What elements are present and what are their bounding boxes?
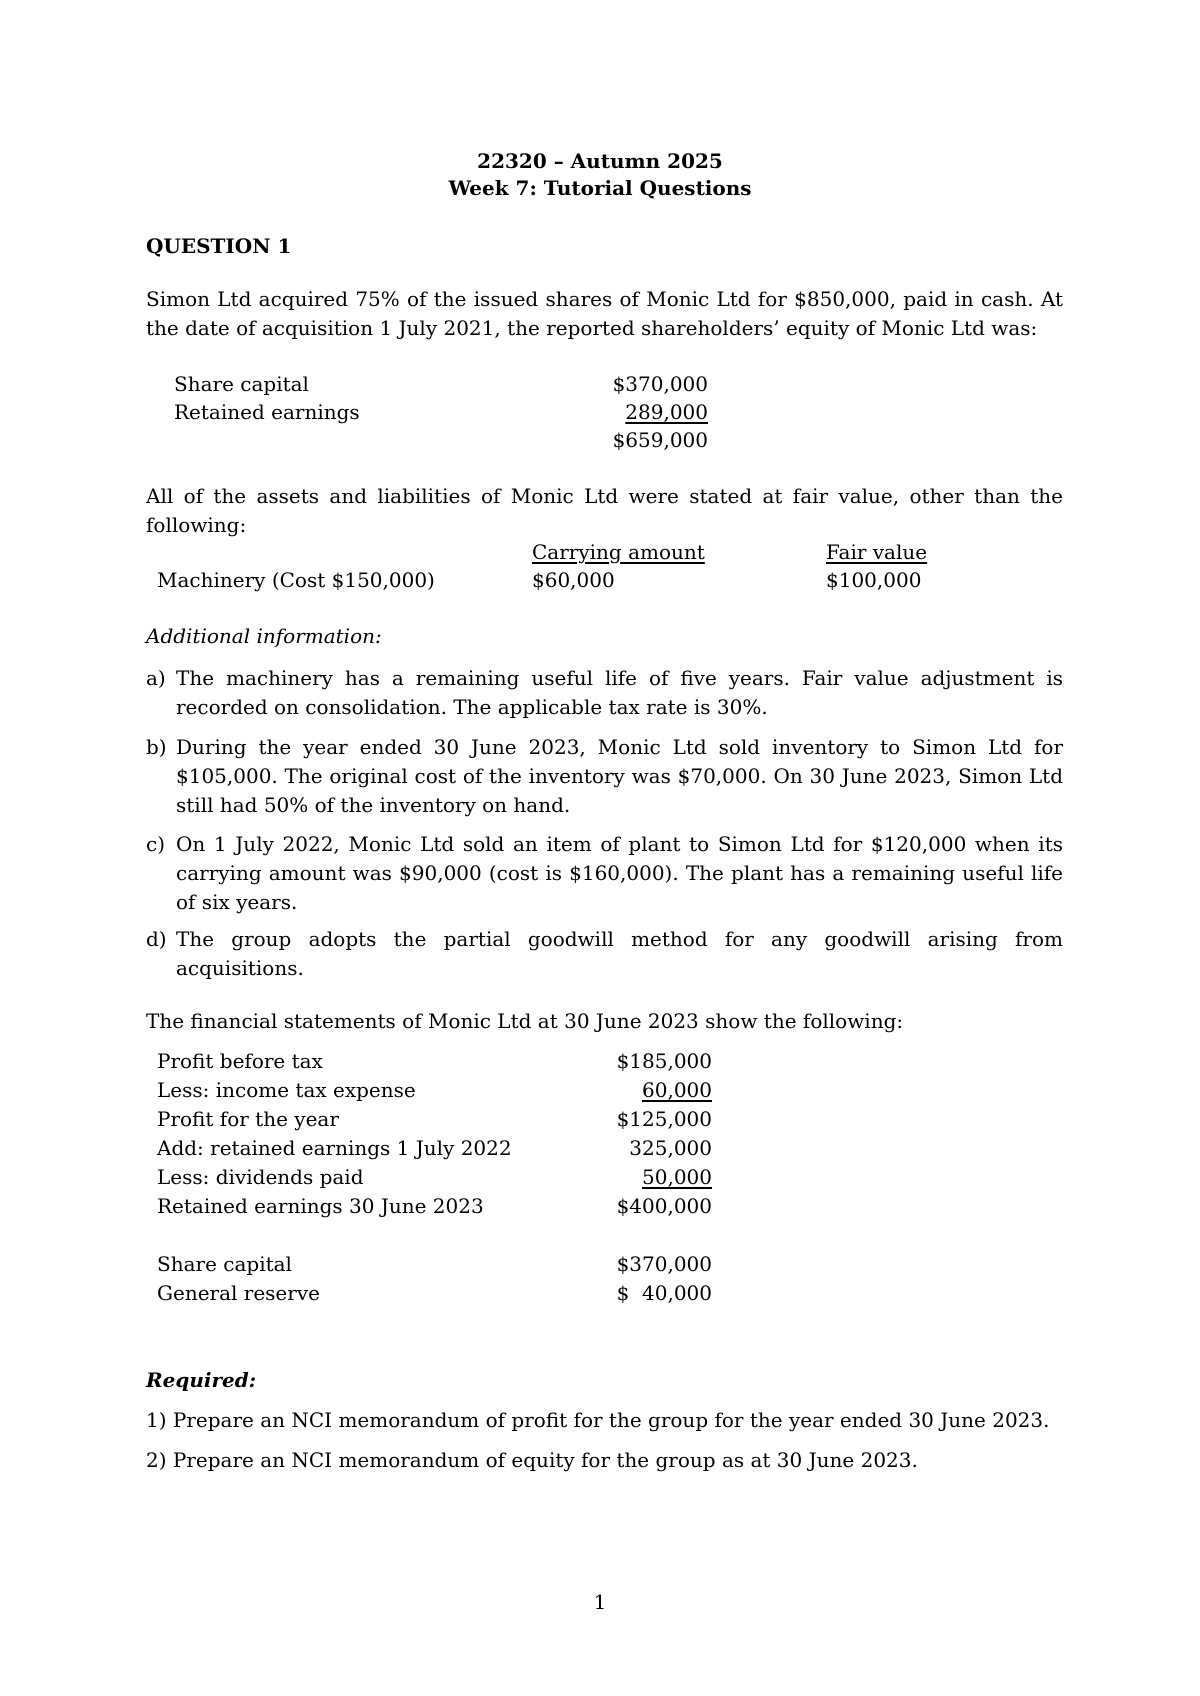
item-text: During the year ended 30 June 2023, Monic Ltd sold inventory to Simon Ltd for $105,000. The original cost of the inventory was $70,000. On 30 June 2023, Simon Ltd still had 50% of the inventory on hand. (176, 735, 1063, 817)
fs-label: General reserve (157, 1281, 320, 1305)
item-marker: b) (146, 735, 167, 759)
fv-row-carrying: $60,000 (532, 568, 615, 592)
financial-statements-intro: The financial statements of Monic Ltd at 30 June 2023 show the following: (146, 1009, 904, 1033)
required-item: 1) Prepare an NCI memorandum of profit for the group for the year ended 30 June 2023. (146, 1408, 1050, 1432)
item-marker: c) (146, 832, 166, 856)
fs-value: 50,000 (642, 1165, 712, 1189)
additional-item (146, 664, 1063, 722)
equity-label-share-capital: Share capital (174, 372, 309, 396)
equity-value-retained-earnings: 289,000 (625, 400, 708, 424)
additional-item (146, 830, 1063, 917)
fs-value: $400,000 (616, 1194, 712, 1218)
item-text: The machinery has a remaining useful life of five years. Fair value adjustment is recorded on consolidation. The applicable tax rate is 30%. (176, 666, 1063, 719)
fair-value-intro: All of the assets and liabilities of Monic Ltd were stated at fair value, other than the following: (146, 484, 1063, 537)
equity-label-retained-earnings: Retained earnings (174, 400, 360, 424)
fs-value: 325,000 (629, 1136, 712, 1160)
required-item: 2) Prepare an NCI memorandum of equity for the group as at 30 June 2023. (146, 1448, 918, 1472)
question-heading: QUESTION 1 (146, 234, 292, 258)
item-marker: a) (146, 666, 166, 690)
fs-label: Share capital (157, 1252, 292, 1276)
item-text: The group adopts the partial goodwill method for any goodwill arising from acquisitions. (176, 927, 1063, 980)
course-title: 22320 – Autumn 2025 (477, 149, 723, 173)
fs-value: $125,000 (616, 1107, 712, 1131)
fs-label: Less: dividends paid (157, 1165, 364, 1189)
fs-value: 60,000 (642, 1078, 712, 1102)
required-heading: Required: (146, 1368, 257, 1392)
fs-value: $ 40,000 (616, 1281, 712, 1305)
item-text: On 1 July 2022, Monic Ltd sold an item of plant to Simon Ltd for $120,000 when its carrying amount was $90,000 (cost is $160,000). The plant has a remaining useful life of six years. (176, 832, 1063, 914)
fs-value: $370,000 (616, 1252, 712, 1276)
fs-label: Retained earnings 30 June 2023 (157, 1194, 484, 1218)
fv-header-fair-value: Fair value (826, 540, 928, 564)
week-title: Week 7: Tutorial Questions (448, 176, 752, 200)
item-marker: d) (146, 927, 167, 951)
page-number: 1 (593, 1590, 607, 1614)
equity-value-share-capital: $370,000 (612, 372, 708, 396)
additional-info-heading: Additional information: (146, 624, 382, 648)
fv-row-label: Machinery (Cost $150,000) (157, 568, 435, 592)
fv-row-fair: $100,000 (826, 568, 922, 592)
additional-item (146, 925, 1063, 983)
fs-value: $185,000 (616, 1049, 712, 1073)
fs-label: Profit before tax (157, 1049, 323, 1073)
fs-label: Add: retained earnings 1 July 2022 (157, 1136, 512, 1160)
fs-label: Less: income tax expense (157, 1078, 416, 1102)
additional-item (146, 733, 1063, 820)
equity-value-total: $659,000 (612, 428, 708, 452)
fs-label: Profit for the year (157, 1107, 339, 1131)
fv-header-carrying-amount: Carrying amount (532, 540, 705, 564)
intro-paragraph: Simon Ltd acquired 75% of the issued shares of Monic Ltd for $850,000, paid in cash. At the date of acquisition 1 July 2021, the reported shareholders’ equity of Monic Ltd was: (146, 287, 1063, 340)
